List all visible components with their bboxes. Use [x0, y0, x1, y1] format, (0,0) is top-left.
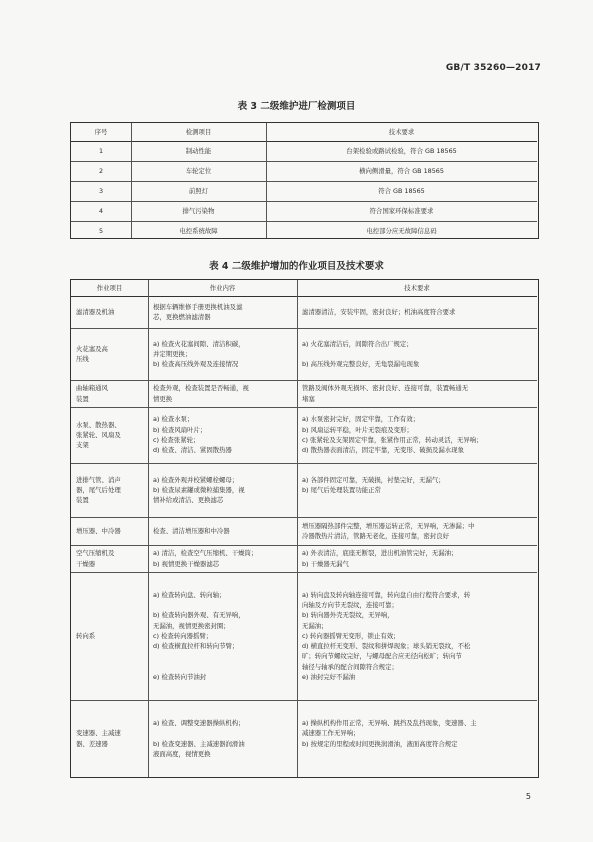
- table4-content-line: 检查、清洁增压器和中冷器: [153, 526, 230, 535]
- table4-req-line: 轴径与轴承的配合间隙符合规定；: [302, 662, 398, 671]
- table4-content-line: a) 检查外观并校紧螺栓螺母；: [153, 475, 239, 484]
- table4-content-line: a) 检查水泵；: [153, 415, 194, 424]
- table4-content-line: a) 检查火花塞间隙、清洁积碳，: [153, 339, 245, 348]
- table3-header-cell: 序号: [94, 128, 108, 136]
- table4-req-line: b) 高压线外观完整良好，无龟裂漏电现象: [302, 360, 420, 369]
- table4-item-line: 火花塞及高: [76, 344, 108, 353]
- table-row: [71, 517, 537, 545]
- table4-req-line: d) 横直拉杆无变形、裂纹和拼焊现象；球头销无裂纹，不松: [302, 642, 471, 651]
- table4-req-line: c) 转向器摇臂无变形，锁止有效；: [302, 631, 400, 640]
- table4-req-line: a) 转向盘及转向轴连接可靠，转向盘自由行程符合要求，转: [302, 590, 471, 599]
- table4-content-line: d) 检查、清洁、紧固散热器: [153, 446, 232, 455]
- table3-cell: 台架检验或路试检验，符合 GB 18565: [346, 147, 457, 155]
- table4-item-line: 进排气管、消声: [76, 475, 121, 484]
- table4-content-line: b) 检查风扇叶片；: [153, 425, 207, 434]
- table4-content-line: c) 检查张紧轮；: [153, 436, 200, 444]
- table3-cell: 横向侧滑量，符合 GB 18565: [359, 167, 444, 175]
- table4-content-line: 无漏油，视情更换密封圈；: [153, 621, 230, 630]
- table4-req-line: 向轴及方向节无裂纹，连接可靠；: [302, 600, 398, 609]
- table4-item-line: 变速器、主减速: [76, 729, 121, 738]
- table3-header-cell: 检测项目: [185, 128, 212, 136]
- table4-content-line: a) 检查转向盘、转向轴；: [153, 590, 226, 599]
- row-divider: [71, 161, 537, 162]
- table4-content-line: e) 检查转向节油封: [153, 673, 207, 682]
- table-row: [71, 700, 537, 777]
- table4-item-line: 压线: [76, 355, 89, 363]
- row-divider: [71, 201, 537, 202]
- table4-item-line: 水泵、散热器、: [76, 420, 121, 429]
- table4-item-line: 张紧轮、风扇及: [76, 430, 121, 439]
- table4-item-line: 器、差速器: [76, 739, 108, 748]
- table4-content-line: 芯，更换燃油滤清器: [153, 313, 211, 321]
- table4-req-line: b) 干燥器无漏气: [302, 559, 349, 568]
- row-divider: [71, 141, 537, 142]
- table4-header-cell: 技术要求: [404, 284, 430, 292]
- table3-cell: 1: [98, 147, 104, 155]
- table4-content-line: 情补给或清洁、更换滤芯: [153, 496, 224, 505]
- table4-req-line: 旷；转向节螺纹完好，与螺母配合应无径向松旷；转向节: [302, 652, 462, 661]
- table4-req-line: b) 风扇运转平稳，叶片无裂痕及变形；: [302, 425, 413, 434]
- table4-req-line: a) 火花塞清洁后，间隙符合出厂规定；: [302, 339, 413, 348]
- table3-cell: 前照灯: [188, 187, 209, 195]
- table3: [70, 122, 539, 239]
- table4-content-line: 并定期更换；: [153, 349, 192, 358]
- row-divider: [71, 181, 537, 182]
- table3-cell: 电控系统故障: [179, 227, 218, 235]
- table4-item-line: 装置: [76, 496, 89, 505]
- table4-req-line: 滤清器清洁，安装牢固，密封良好；机油高度符合要求: [302, 307, 456, 316]
- table-row: [71, 572, 537, 700]
- table4-content-line: a) 清洁，检查空气压缩机、干燥筒；: [153, 549, 258, 558]
- table3-cell: 符合国家环保标准要求: [369, 207, 434, 215]
- table4-content-line: c) 检查转向器摇臂；: [153, 631, 213, 640]
- table4-req-line: 管路及阀体外观无损坏、密封良好、连接可靠，装置畅通无: [302, 384, 469, 393]
- table4-content-line: d) 检查横直拉杆和转向节臂；: [153, 642, 239, 651]
- table4-content-line: 根据车辆维修手册更换机油及滤: [153, 302, 243, 311]
- table4-req-line: b) 转向器外壳无裂纹，无异响，: [302, 611, 394, 620]
- table4-req-line: c) 张紧轮及支架固定牢靠，张紧作用正常，转动灵活，无异响；: [302, 436, 483, 444]
- table4-item-line: 空气压缩机及: [76, 549, 115, 558]
- table-row: [71, 463, 537, 517]
- table4-header-cell: 作业内容: [209, 284, 236, 292]
- table3-cell: 排气污染物: [182, 207, 215, 215]
- table4-req-line: a) 各部件固定可靠，无破损，衬垫完好，无漏气；: [302, 475, 445, 484]
- table4-item-line: 滤清器及机油: [76, 307, 115, 316]
- table3-caption: 表 3 二级维护进厂检测项目: [237, 101, 356, 112]
- table4-req-line: 堵塞: [302, 394, 315, 403]
- table4-item-line: 干燥器: [76, 559, 96, 568]
- column-divider: [266, 123, 267, 238]
- table3-cell: 2: [98, 167, 104, 175]
- table4-item-line: 器，尾气后处理: [76, 485, 121, 494]
- page-number: 5: [525, 792, 531, 801]
- table4-content-line: b) 检查转向器外观、有无异响，: [153, 611, 245, 620]
- table-row: [71, 407, 537, 463]
- table4-req-line: e) 油封完好不漏油: [302, 673, 356, 682]
- table4-content-line: b) 检查尿素罐或微粒捕集器，视: [153, 485, 245, 494]
- table4-req-line: 冷器散热片清洁，管路无老化，连接可靠，密封良好: [302, 532, 449, 540]
- table4: [70, 279, 539, 778]
- column-divider: [131, 123, 132, 238]
- table4-header-cell: 作业项目: [96, 284, 123, 292]
- table3-header-cell: 技术要求: [388, 128, 415, 136]
- table4-item-line: 支架: [76, 441, 89, 450]
- table4-req-line: 增压器隔热部件完整，增压器运转正常，无异响，无渗漏；中: [302, 521, 475, 530]
- table-row: [71, 545, 537, 572]
- table4-req-line: 减速器工作无异响；: [302, 729, 360, 738]
- table3-cell: 电控部分应无故障信息码: [366, 227, 437, 235]
- table4-req-line: a) 外表清洁，底座无断裂，进出机油管完好，无漏油；: [302, 549, 458, 558]
- table4-content-line: 检查外观，检查装置是否畅通，视: [153, 384, 249, 393]
- table4-req-line: d) 散热器表面清洁，固定牢靠，无变形、破损及漏水现象: [302, 446, 464, 455]
- table3-cell: 符合 GB 18565: [378, 187, 425, 195]
- table4-item-line: 曲轴箱通风: [76, 384, 108, 393]
- table4-item-line: 转向系: [76, 631, 96, 640]
- table3-cell: 制动性能: [185, 147, 212, 155]
- table4-req-line: a) 水泵密封完好，固定牢靠，工作有效；: [302, 415, 420, 424]
- table4-item-line: 增压器、中冷器: [76, 526, 121, 535]
- table-row: [71, 380, 537, 407]
- table4-req-line: b) 尾气后处理装置功能正常: [302, 485, 381, 494]
- table4-caption: 表 4 二级维护增加的作业项目及技术要求: [209, 261, 384, 272]
- table4-req-line: 无漏油；: [302, 621, 328, 630]
- table4-content-line: b) 检查高压线外观及连接情况: [153, 360, 239, 369]
- table3-cell: 4: [98, 207, 104, 215]
- table4-content-line: b) 检查变速器、主减速器润滑油: [153, 739, 245, 748]
- table-row: [71, 296, 537, 328]
- table4-content-line: a) 检查、调整变速器操纵机构；: [153, 718, 245, 727]
- table-row: [71, 328, 537, 380]
- table3-cell: 5: [98, 227, 104, 235]
- table4-content-line: 情更换: [153, 394, 173, 403]
- table4-item-line: 装置: [76, 394, 89, 403]
- row-divider: [71, 221, 537, 222]
- table4-content-line: 液面高度，视情更换: [153, 749, 211, 758]
- table4-content-line: b) 视情更换干燥器滤芯: [153, 559, 220, 568]
- standard-number: GB/T 35260—2017: [445, 63, 541, 73]
- table4-req-line: b) 按规定的里程或时间更换润滑油，液面高度符合规定: [302, 739, 458, 748]
- table3-cell: 3: [98, 187, 104, 195]
- table3-cell: 车轮定位: [185, 167, 212, 175]
- table4-req-line: a) 操纵机构作用正常，无异响、跳挡及乱挡现象，变速器、主: [302, 718, 477, 727]
